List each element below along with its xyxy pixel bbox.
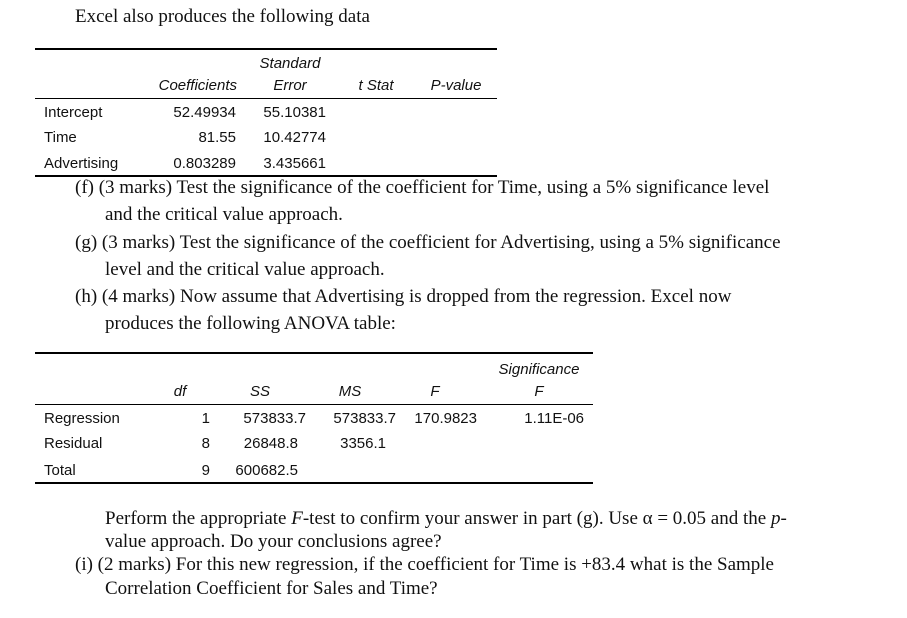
anova-significance-value: 1.11E-06 xyxy=(524,410,584,427)
anova-table-header-rule xyxy=(35,404,593,405)
perform-text-hyphen: - xyxy=(780,508,787,529)
coef-value: 0.803289 xyxy=(173,155,236,172)
coef-header-pvalue: P-value xyxy=(430,77,482,94)
anova-header-significance: Significance xyxy=(498,361,580,378)
anova-ss-value: 573833.7 xyxy=(243,410,306,427)
question-f-line1: (f) (3 marks) Test the significance of the coefficient for Time, using a 5% significance level xyxy=(75,177,770,198)
anova-ms-value: 573833.7 xyxy=(333,410,396,427)
coef-table-top-rule xyxy=(35,48,497,50)
perform-text-f-italic: F xyxy=(291,508,303,529)
std-error-value: 3.435661 xyxy=(263,155,326,172)
anova-header-ms: MS xyxy=(338,383,362,400)
perform-text-c: -test to confirm your answer in part (g). Use α = 0.05 and the xyxy=(302,508,771,529)
perform-text-p-italic: p xyxy=(770,508,781,529)
coef-header-standard: Standard xyxy=(259,55,321,72)
coef-row-label: Intercept xyxy=(44,104,103,121)
anova-header-ss: SS xyxy=(249,383,270,400)
coef-value: 81.55 xyxy=(198,129,236,146)
anova-df-value: 9 xyxy=(201,462,210,479)
coef-table-header-rule xyxy=(35,98,497,99)
std-error-value: 10.42774 xyxy=(263,129,326,146)
anova-row-label: Residual xyxy=(44,435,103,452)
perform-line1 xyxy=(105,508,787,530)
anova-header-df: df xyxy=(173,383,187,400)
question-i-line1: (i) (2 marks) For this new regression, if the coefficient for Time is +83.4 what is the Sample xyxy=(75,554,774,575)
perform-text-a: Perform the appropriate xyxy=(105,508,292,529)
std-error-value: 55.10381 xyxy=(263,104,326,121)
anova-df-value: 8 xyxy=(201,435,210,452)
question-h-line2: produces the following ANOVA table: xyxy=(105,313,396,334)
anova-table-bottom-rule xyxy=(35,482,593,484)
perform-line2: value approach. Do your conclusions agree? xyxy=(105,531,442,552)
anova-ss-value: 26848.8 xyxy=(243,435,298,452)
question-f-line2: and the critical value approach. xyxy=(105,204,343,225)
anova-header-significance-f: F xyxy=(534,383,544,400)
anova-df-value: 1 xyxy=(201,410,210,427)
question-i-line2: Correlation Coefficient for Sales and Time? xyxy=(105,578,438,599)
anova-row-label: Total xyxy=(44,462,76,479)
question-h-line1: (h) (4 marks) Now assume that Advertising is dropped from the regression. Excel now xyxy=(75,286,732,307)
anova-ss-value: 600682.5 xyxy=(235,462,298,479)
coef-header-error: Error xyxy=(273,77,307,94)
question-g-line2: level and the critical value approach. xyxy=(105,259,385,280)
question-g-line1: (g) (3 marks) Test the significance of the coefficient for Advertising, using a 5% significance xyxy=(75,232,781,253)
anova-header-f: F xyxy=(430,383,440,400)
anova-f-value: 170.9823 xyxy=(414,410,477,427)
coef-header-tstat: t Stat xyxy=(358,77,394,94)
coef-header-coefficients: Coefficients xyxy=(158,77,237,94)
coef-value: 52.49934 xyxy=(173,104,236,121)
anova-ms-value: 3356.1 xyxy=(340,435,386,452)
coef-row-label: Time xyxy=(44,129,77,146)
anova-table-top-rule xyxy=(35,352,593,354)
coef-row-label: Advertising xyxy=(44,155,119,172)
anova-row-label: Regression xyxy=(44,410,120,427)
intro-text: Excel also produces the following data xyxy=(75,6,370,27)
